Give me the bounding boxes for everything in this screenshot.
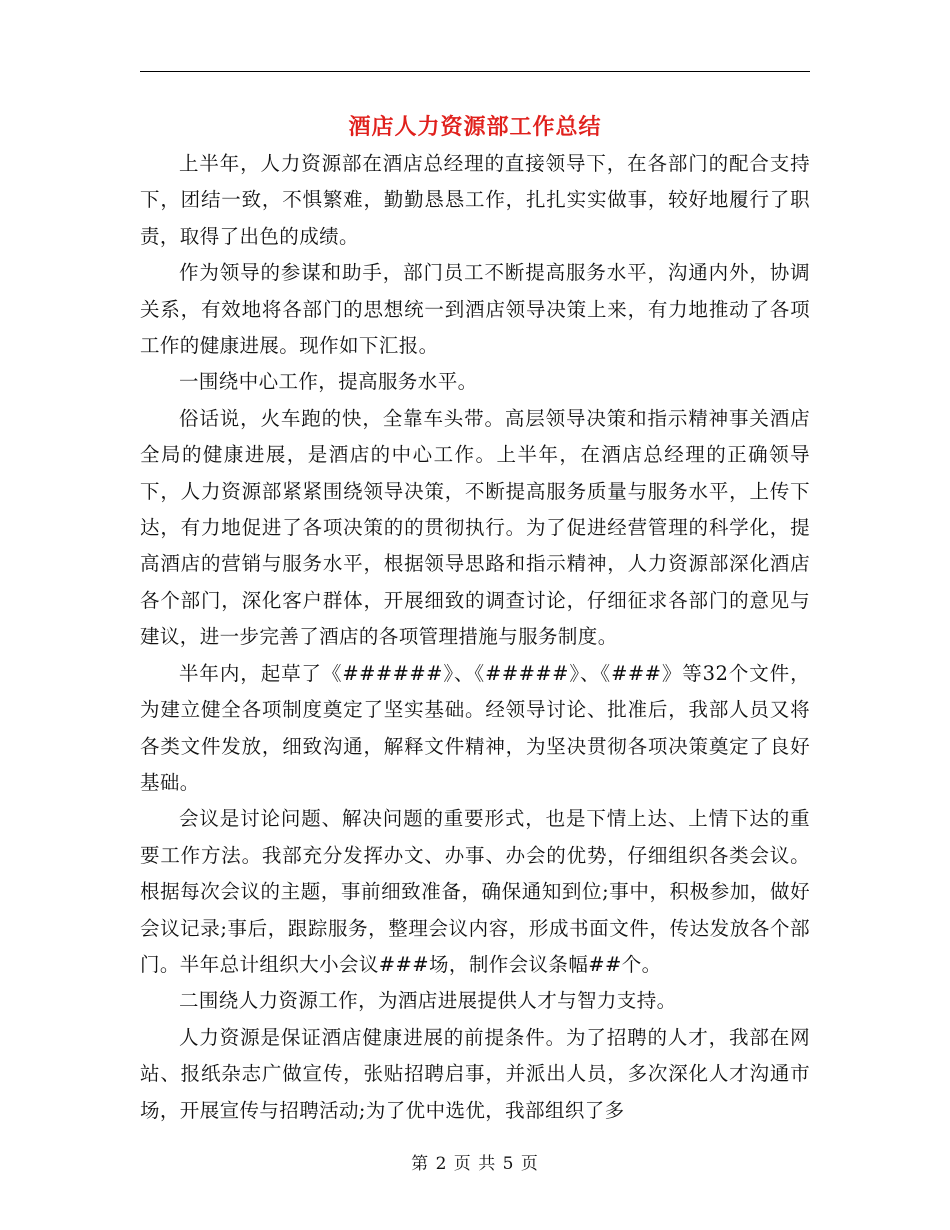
paragraph: 半年内，起草了《######》、《#####》、《###》等32个文件，为建立健全各项制度奠定了坚实基础。经领导讨论、批准后，我部人员又将各类文件发放，细致沟通，解释文件精神，为坚决贯彻各项决策奠定了良好基础。 xyxy=(140,661,810,794)
paragraph: 人力资源是保证酒店健康进展的前提条件。为了招聘的人才，我部在网站、报纸杂志广做宣传，张贴招聘启事，并派出人员，多次深化人才沟通市场，开展宣传与招聘活动;为了优中选优，我部组织了多 xyxy=(140,1025,810,1122)
paragraph: 上半年，人力资源部在酒店总经理的直接领导下，在各部门的配合支持下，团结一致，不惧繁难，勤勤恳恳工作，扎扎实实做事，较好地履行了职责，取得了出色的成绩。 xyxy=(140,152,810,248)
header-rule xyxy=(140,71,810,72)
section-heading: 二围绕人力资源工作，为酒店进展提供人才与智力支持。 xyxy=(179,989,677,1013)
document-body xyxy=(140,146,810,1129)
section-heading: 一围绕中心工作，提高服务水平。 xyxy=(179,370,478,394)
page-footer: 第 2 页 共 5 页 xyxy=(411,1154,539,1174)
paragraph: 俗话说，火车跑的快，全靠车头带。高层领导决策和指示精神事关酒店全局的健康进展，是酒店的中心工作。上半年，在酒店总经理的正确领导下，人力资源部紧紧围绕领导决策，不断提高服务质量与服务水平，上传下达，有力地促进了各项决策的的贯彻执行。为了促进经营管理的科学化，提高酒店的营销与服务水平，根据领导思路和指示精神，人力资源部深化酒店各个部门，深化客户群体，开展细致的调查讨论，仔细征求各部门的意见与建议，进一步完善了酒店的各项管理措施与服务制度。 xyxy=(140,406,810,649)
document-title: 酒店人力资源部工作总结 xyxy=(348,114,602,140)
paragraph: 作为领导的参谋和助手，部门员工不断提高服务水平，沟通内外，协调关系，有效地将各部门的思想统一到酒店领导决策上来，有力地推动了各项工作的健康进展。现作如下汇报。 xyxy=(140,261,810,358)
paragraph: 会议是讨论问题、解决问题的重要形式，也是下情上达、上情下达的重要工作方法。我部充分发挥办文、办事、办会的优势，仔细组织各类会议。根据每次会议的主题，事前细致准备，确保通知到位;事中，积极参加，做好会议记录;事后，跟踪服务，整理会议内容，形成书面文件，传达发放各个部门。半年总计组织大小会议###场，制作会议条幅##个。 xyxy=(140,807,810,976)
